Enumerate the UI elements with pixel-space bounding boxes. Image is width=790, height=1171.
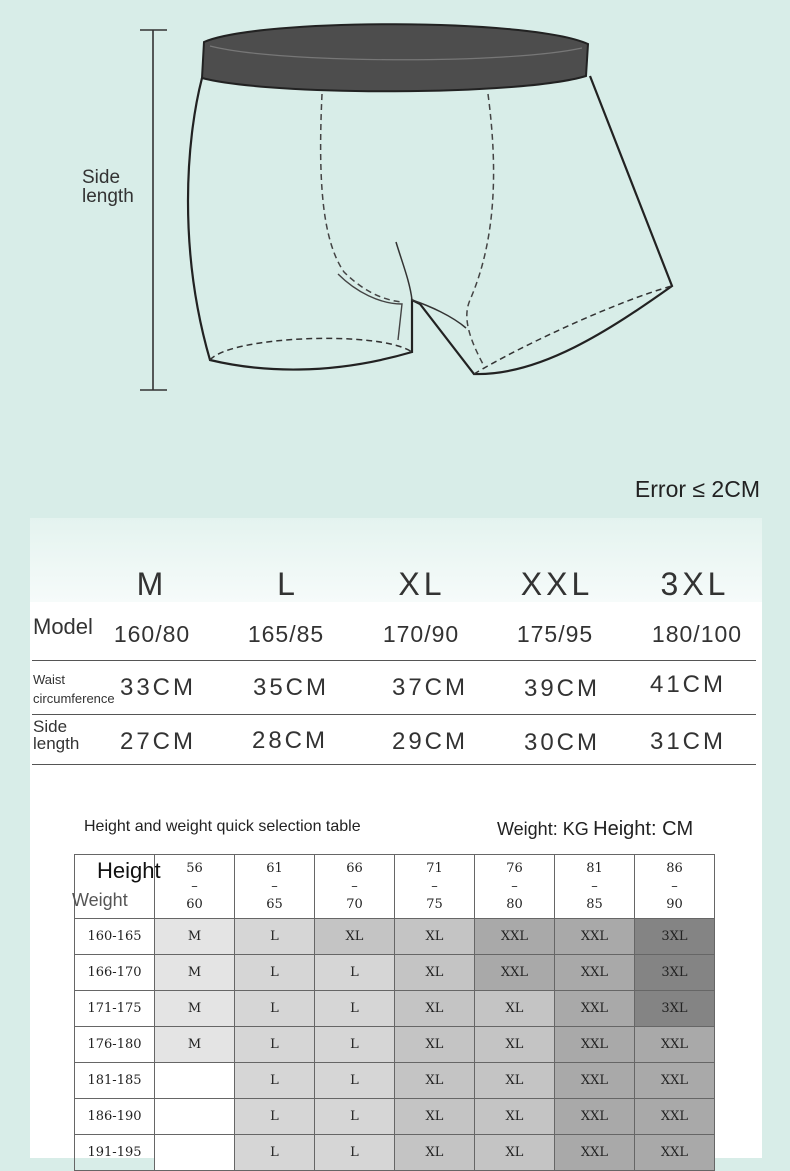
size-cell: L xyxy=(315,1135,395,1171)
range-dash: – xyxy=(351,878,358,894)
size-cell: XXL xyxy=(555,991,635,1027)
quick-table-units xyxy=(497,818,693,841)
side-l: 28CM xyxy=(251,727,329,754)
size-cell: XXL xyxy=(635,1027,715,1063)
size-header-3xl: 3XL xyxy=(660,566,730,602)
waistband xyxy=(202,24,588,91)
row-label-side-line2: length xyxy=(33,734,80,753)
briefs-diagram xyxy=(0,0,790,470)
table-row xyxy=(75,991,715,1027)
row-label-waist-line1: Waist xyxy=(33,672,66,687)
row-label-waist xyxy=(33,670,115,708)
size-header-xl: XL xyxy=(398,566,446,602)
waist-xxl: 39CM xyxy=(523,675,601,702)
weight-range-from: 81 xyxy=(586,860,603,876)
corner-height-label: Height xyxy=(97,858,161,883)
size-cell: L xyxy=(235,1027,315,1063)
pouch-stitch-left xyxy=(321,94,402,302)
size-cell: L xyxy=(315,991,395,1027)
size-cell xyxy=(155,1063,235,1099)
weight-range-from: 56 xyxy=(186,860,203,876)
pouch-seam xyxy=(396,242,466,328)
weight-range-header xyxy=(315,855,395,919)
size-header-xxl: XXL xyxy=(520,566,594,602)
model-m: 160/80 xyxy=(113,621,191,647)
height-range-cell: 176-180 xyxy=(75,1027,155,1063)
height-range-cell: 181-185 xyxy=(75,1063,155,1099)
size-cell: XL xyxy=(475,1135,555,1171)
model-3xl: 180/100 xyxy=(651,621,743,647)
weight-range-header xyxy=(235,855,315,919)
table-row xyxy=(75,1063,715,1099)
crotch-fold xyxy=(338,274,402,340)
size-cell: XXL xyxy=(555,955,635,991)
row-divider xyxy=(32,714,756,715)
left-leg-opening xyxy=(210,338,412,360)
size-cell: XXL xyxy=(635,1063,715,1099)
model-xl: 170/90 xyxy=(382,621,460,647)
waist-l: 35CM xyxy=(252,674,330,701)
size-cell: XXL xyxy=(555,919,635,955)
side-3xl: 31CM xyxy=(649,728,727,755)
size-cell: L xyxy=(235,1135,315,1171)
waist-xl: 37CM xyxy=(391,674,469,701)
row-label-waist-line2: circumference xyxy=(33,691,115,706)
size-cell: XXL xyxy=(555,1135,635,1171)
weight-range-to: 70 xyxy=(346,896,363,912)
range-dash: – xyxy=(191,878,198,894)
size-cell xyxy=(155,1099,235,1135)
size-cell: XL xyxy=(475,1063,555,1099)
height-unit: Height: CM xyxy=(593,818,694,840)
size-cell: XL xyxy=(395,1063,475,1099)
table-row xyxy=(75,1027,715,1063)
height-range-cell: 160-165 xyxy=(75,919,155,955)
weight-range-header xyxy=(155,855,235,919)
model-l: 165/85 xyxy=(247,621,325,647)
size-header-m: M xyxy=(136,566,168,602)
weight-range-from: 71 xyxy=(426,860,443,876)
size-cell: XXL xyxy=(555,1063,635,1099)
size-cell: L xyxy=(235,1099,315,1135)
side-length-label-line1: Side xyxy=(82,167,121,188)
table-row xyxy=(75,1099,715,1135)
size-cell xyxy=(155,1135,235,1171)
size-cell: XXL xyxy=(555,1099,635,1135)
row-divider xyxy=(32,764,756,765)
range-dash: – xyxy=(671,878,678,894)
weight-range-header xyxy=(635,855,715,919)
weight-range-to: 75 xyxy=(426,896,443,912)
size-cell: M xyxy=(155,1027,235,1063)
side-xl: 29CM xyxy=(391,728,469,755)
weight-unit: Weight: KG xyxy=(497,819,589,839)
waist-m: 33CM xyxy=(119,674,197,701)
size-cell: XXL xyxy=(555,1027,635,1063)
size-cell: L xyxy=(235,991,315,1027)
height-range-cell: 191-195 xyxy=(75,1135,155,1171)
waist-3xl: 41CM xyxy=(649,671,727,698)
height-range-cell: 171-175 xyxy=(75,991,155,1027)
range-dash: – xyxy=(431,878,438,894)
model-xxl: 175/95 xyxy=(516,621,594,647)
size-cell: XL xyxy=(315,919,395,955)
height-range-cell: 186-190 xyxy=(75,1099,155,1135)
row-label-model: Model xyxy=(33,614,93,639)
size-cell: XL xyxy=(395,991,475,1027)
size-chart-header xyxy=(30,518,762,602)
weight-range-from: 86 xyxy=(666,860,683,876)
table-row xyxy=(75,919,715,955)
size-cell: XL xyxy=(475,1027,555,1063)
row-label-side-length xyxy=(33,718,79,752)
size-cell: XL xyxy=(395,1135,475,1171)
size-cell: M xyxy=(155,955,235,991)
height-range-cell: 166-170 xyxy=(75,955,155,991)
side-xxl: 30CM xyxy=(523,729,601,756)
size-cell: L xyxy=(315,1027,395,1063)
size-cell: L xyxy=(235,955,315,991)
size-header-l: L xyxy=(277,566,299,602)
range-dash: – xyxy=(591,878,598,894)
size-cell: 3XL xyxy=(635,955,715,991)
height-weight-table xyxy=(74,854,715,1171)
briefs-outline xyxy=(188,76,672,374)
weight-range-from: 66 xyxy=(346,860,363,876)
corner-weight-label: Weight xyxy=(72,890,128,910)
row-divider xyxy=(32,660,756,661)
size-cell: XL xyxy=(475,1099,555,1135)
size-cell: L xyxy=(315,1099,395,1135)
weight-range-from: 61 xyxy=(266,860,283,876)
table-row xyxy=(75,955,715,991)
weight-range-header xyxy=(475,855,555,919)
weight-range-to: 80 xyxy=(506,896,523,912)
table-row xyxy=(75,1135,715,1171)
size-cell: XXL xyxy=(475,955,555,991)
side-length-label xyxy=(82,168,134,206)
weight-range-to: 60 xyxy=(186,896,203,912)
size-cell: XL xyxy=(395,919,475,955)
corner-cell xyxy=(72,855,161,919)
size-cell: L xyxy=(235,919,315,955)
size-cell: M xyxy=(155,919,235,955)
size-cell: L xyxy=(315,1063,395,1099)
size-cell: XL xyxy=(395,1027,475,1063)
weight-range-to: 85 xyxy=(586,896,603,912)
size-cell: L xyxy=(315,955,395,991)
side-length-label-line2: length xyxy=(82,186,134,207)
range-dash: – xyxy=(271,878,278,894)
quick-table-title: Height and weight quick selection table xyxy=(84,818,361,835)
right-leg-opening xyxy=(474,286,672,374)
range-dash: – xyxy=(511,878,518,894)
size-cell: 3XL xyxy=(635,919,715,955)
size-cell: XL xyxy=(395,1099,475,1135)
side-m: 27CM xyxy=(119,728,197,755)
weight-range-from: 76 xyxy=(506,860,523,876)
size-cell: 3XL xyxy=(635,991,715,1027)
pouch-stitch-right xyxy=(467,94,494,366)
size-cell: XL xyxy=(395,955,475,991)
weight-range-header xyxy=(555,855,635,919)
size-cell: XXL xyxy=(635,1099,715,1135)
weight-range-to: 65 xyxy=(266,896,283,912)
size-cell: L xyxy=(235,1063,315,1099)
row-label-side-line1: Side xyxy=(33,717,68,736)
weight-range-to: 90 xyxy=(666,896,683,912)
error-tolerance-note: Error ≤ 2CM xyxy=(634,476,760,502)
size-cell: XL xyxy=(475,991,555,1027)
size-cell: XXL xyxy=(635,1135,715,1171)
table-header-row xyxy=(75,855,715,919)
weight-range-header xyxy=(395,855,475,919)
size-cell: XXL xyxy=(475,919,555,955)
size-cell: M xyxy=(155,991,235,1027)
